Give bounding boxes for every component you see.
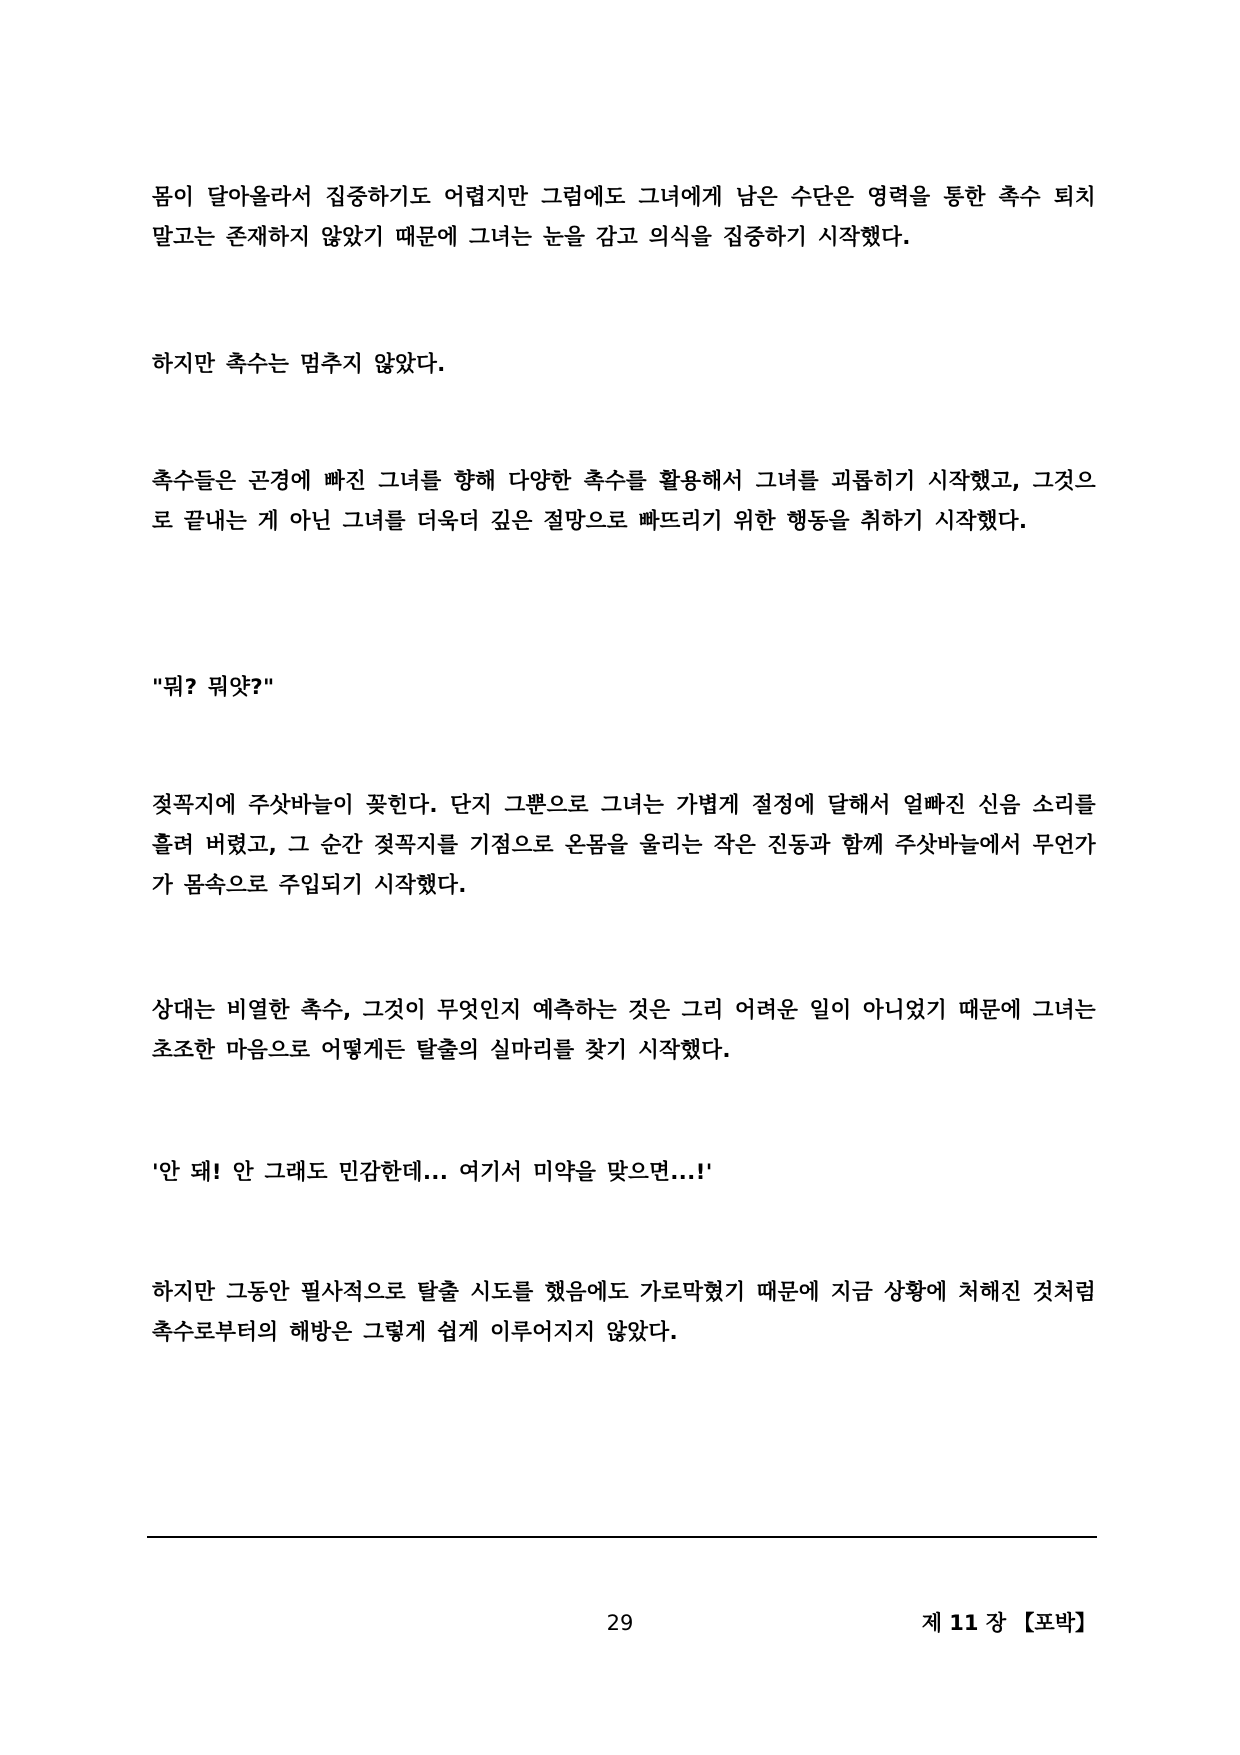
paragraph-6: 상대는 비열한 촉수, 그것이 무엇인지 예측하는 것은 그리 어려운 일이 아니었기 때문에 그녀는 초조한 마음으로 어떻게든 탈출의 실마리를 찾기 시작했다. (152, 998, 1096, 1063)
dialogue-line-1: "뭐? 뭐얏?" (152, 675, 275, 700)
paragraph-2: 하지만 촉수는 멈추지 않았다. (152, 352, 446, 377)
paragraph-8: 하지만 그동안 필사적으로 탈출 시도를 했음에도 가로막혔기 때문에 지금 상황에 처해진 것처럼 촉수로부터의 해방은 그렇게 쉽게 이루어지지 않았다. (152, 1280, 1096, 1345)
chapter-title: 제 11 장 【포박】 (921, 1611, 1096, 1635)
page-number: 29 (606, 1611, 634, 1635)
paragraph-5: 젖꼭지에 주삿바늘이 꽂힌다. 단지 그뿐으로 그녀는 가볍게 절정에 달해서 얼빠진 신음 소리를 흘려 버렸고, 그 순간 젖꼭지를 기점으로 온몸을 울리는 작은 진동과 함께 주삿바늘에서 무언가가 몸속으로 주입되기 시작했다. (152, 793, 1096, 898)
footer-divider (147, 1536, 1097, 1538)
inner-thought-line: '안 돼! 안 그래도 민감한데... 여기서 미약을 맞으면...!' (152, 1160, 713, 1185)
paragraph-1: 몸이 달아올라서 집중하기도 어렵지만 그럼에도 그녀에게 남은 수단은 영력을 통한 촉수 퇴치 말고는 존재하지 않았기 때문에 그녀는 눈을 감고 의식을 집중하기 시작했다. (152, 185, 1096, 250)
paragraph-3: 촉수들은 곤경에 빠진 그녀를 향해 다양한 촉수를 활용해서 그녀를 괴롭히기 시작했고, 그것으로 끝내는 게 아닌 그녀를 더욱더 깊은 절망으로 빠뜨리기 위한 행동을 취하기 시작했다. (152, 469, 1096, 534)
